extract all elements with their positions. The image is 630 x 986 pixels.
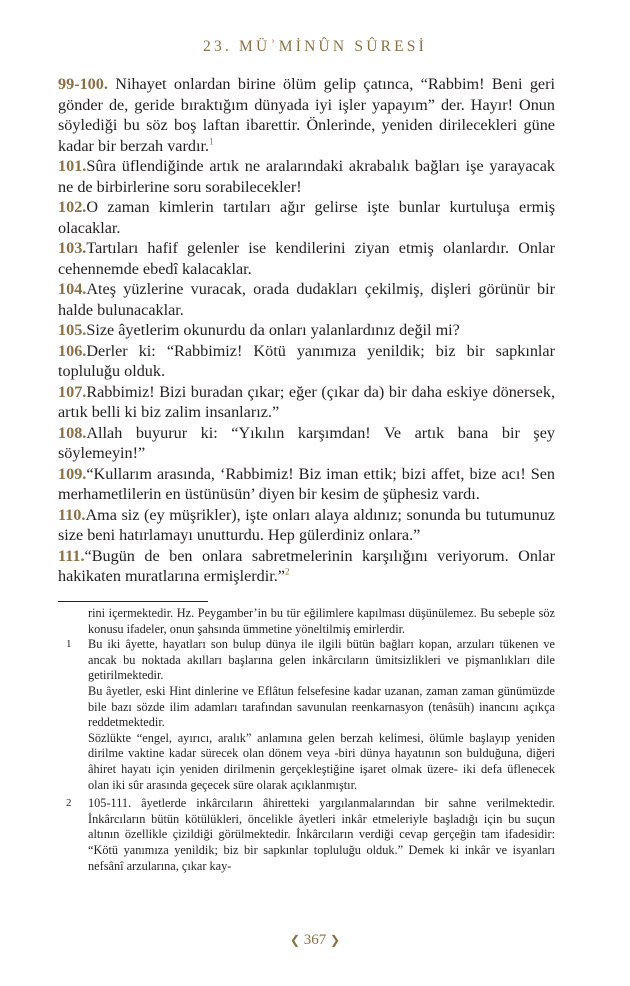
verse — [58, 382, 555, 423]
footnote-divider — [58, 601, 208, 602]
verse-number: 99-100. — [58, 75, 108, 93]
verse-text — [58, 74, 555, 587]
footnote-number: 2 — [66, 797, 72, 810]
verse — [58, 74, 555, 156]
verse — [58, 464, 555, 505]
footnote-paragraph: Sözlükte “engel, ayırıcı, aralık” anlamına gelen berzah kelimesi, ölümle başlayıp yeniden dirilme vaktine kadar sürecek olan dönem veya -biri dünya hayatının son bulduğuna, diğeri âhiret hayatı için yeniden dirilmenin gerçekleştiğine işaret olmak üzere- iki defa üflenecek olan iki sûr arasında geçecek süre olarak açıklanmıştır. — [88, 730, 555, 792]
verse-body: Sûra üflendiğinde artık ne aralarındaki akrabalık bağları işe yarayacak ne de birbirlerine soru sorabilecekler! — [58, 157, 555, 196]
footnote-2 — [58, 796, 555, 874]
running-header: 23. MÜʾMİNÛN SÛRESİ — [203, 38, 427, 55]
verse-number: 107. — [58, 382, 87, 401]
verse-number: 106. — [58, 341, 87, 360]
verse-number: 101. — [58, 157, 87, 175]
verse-body: O zaman kimlerin tartıları ağır gelirse işte bunlar kurtuluşa ermiş olacaklar. — [58, 198, 555, 237]
footnote-paragraph: rini içermektedir. Hz. Peygamber’in bu tür eğilimlere kapılması düşünülemez. Bu sebeple söz konusu ifadeler, onun şahsında ümmetine yöneltilmiş emirlerdir. — [88, 606, 555, 636]
verse-body: Tartıları hafif gelenler ise kendilerini ziyan etmiş olanlardır. Onlar cehennemde ebedî kalacaklar. — [58, 239, 555, 278]
verse — [58, 341, 555, 382]
verse-body: Rabbimiz! Bizi buradan çıkar; eğer (çıkar da) bir daha eskiye dönersek, artık belli ki biz zalim insanlarız.” — [58, 382, 555, 421]
verse-body: “Bugün de ben onlara sabretmelerinin karşılığını veriyorum. Onlar hakikaten muratlarına ermişlerdir.” — [58, 546, 555, 585]
verse-number: 105. — [58, 321, 87, 339]
ornament-left-icon: ❮ — [289, 933, 300, 947]
verse-number: 108. — [58, 423, 87, 442]
verse-body: Ama siz (ey müşrikler), işte onları alaya aldınız; sonunda bu tutumunuz size beni hatırlamayı unutturdu. Hep gülerdiniz onlara.” — [58, 505, 555, 544]
verse — [58, 546, 555, 587]
verse-number: 110. — [58, 505, 86, 524]
verse-number: 111. — [58, 546, 85, 565]
verse-body: Nihayet onlardan birine ölüm gelip çatınca, “Rabbim! Beni geri gönder de, geride bıraktığım dünyada iyi işler yapayım” der. Hayır! Onun söylediği bu söz boş laftan ibarettir. Önlerinde, yeniden dirilecekleri güne kadar bir berzah vardır. — [58, 75, 555, 155]
verse-number: 102. — [58, 198, 87, 216]
verse-body: “Kullarım arasında, ‘Rabbimiz! Biz iman ettik; bizi affet, bize acı! Sen merhametlilerin en üstünüsün’ diyen bir kesim de şüphesiz vardı. — [58, 464, 555, 503]
footnote-paragraph: 105-111. âyetlerde inkârcıların âhiretteki yargılanmalarından bir sahne verilmektedir. İnkârcıların bütün kötülükleri, öncelikle âyetleri inkâr etmeleriyle başladığı için bu suçun altının özellikle çizildiği görülmektedir. İnkârcıların verdiği cevap gerçeğin tam ifadesidir: “Kötü yanımıza yenildik; biz bir sapkınlar topluluğu olduk.” Demek ki inkâr ve isyanları nefsânî arzularına, çıkar kay- — [88, 796, 555, 873]
verse — [58, 320, 555, 341]
ornament-right-icon: ❯ — [330, 933, 341, 947]
verse-number: 104. — [58, 280, 87, 298]
verse — [58, 156, 555, 197]
footnote-ref[interactable]: 1 — [209, 136, 214, 147]
verse — [58, 238, 555, 279]
footnotes — [58, 606, 555, 874]
footnote-ref[interactable]: 2 — [284, 566, 290, 577]
footnote-continuation — [58, 606, 555, 637]
footnote-number: 1 — [66, 638, 72, 651]
verse — [58, 197, 555, 238]
verse — [58, 279, 555, 320]
verse-number: 103. — [58, 239, 87, 257]
verse-body: Allah buyurur ki: “Yıkılın karşımdan! Ve artık bana bir şey söylemeyin!” — [58, 423, 555, 462]
footnote-1 — [58, 637, 555, 793]
verse — [58, 505, 555, 546]
page-number-value: 367 — [303, 932, 327, 948]
footnote-paragraph: Bu âyetler, eski Hint dinlerine ve Eflâtun felsefesine kadar uzanan, zaman zaman günümüzde bile bazı sözde ilim adamları tarafından savunulan reenkarnasyon (tenâsüh) inancını açıkça reddetmektedir. — [88, 683, 555, 730]
verse — [58, 423, 555, 464]
page-number — [0, 932, 630, 949]
verse-body: Ateş yüzlerine vuracak, orada dudakları çekilmiş, dişleri görünür bir halde bulunacaklar. — [58, 280, 555, 319]
footnote-paragraph: Bu iki âyette, hayatları son bulup dünya ile ilgili bütün bağları kopan, arzuları tükenen ve ancak bu noktada akılları başlarına gelen inkârcıların ümitsizlikleri ve pişmanlıkları dile getirilmektedir. — [88, 637, 555, 683]
verse-body: Size âyetlerim okunurdu da onları yalanlardınız değil mi? — [86, 321, 460, 339]
verse-number: 109. — [58, 464, 87, 483]
verse-body: Derler ki: “Rabbimiz! Kötü yanımıza yenildik; biz bir sapkınlar topluluğu olduk. — [58, 341, 555, 380]
